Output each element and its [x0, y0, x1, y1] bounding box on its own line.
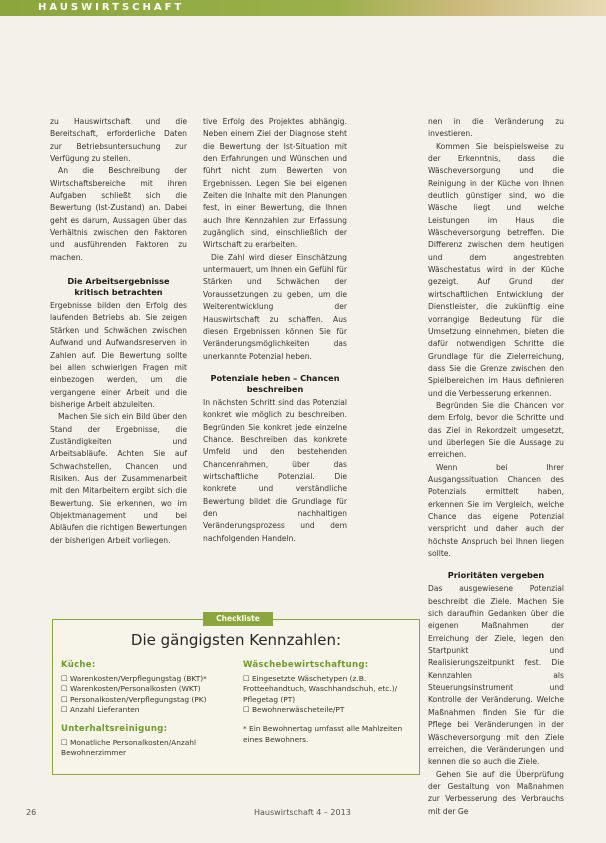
paragraph: Wenn bei Ihrer Ausgangssituation Chancen des Potenzials ermittelt haben, erkennen Sie im Vergleich, welche Chance das eigene Potenzial verspricht und daher auch der höchste Anspruch bei Ihnen liegen sollte. — [428, 462, 564, 559]
subheading-line: Die Arbeitsergebnisse — [67, 276, 170, 287]
paragraph: Machen Sie sich ein Bild über den Stand der Ergebnisse, die Zuständigkeiten und Arbeitsabläufe. Achten Sie auf Schwachstellen, Chancen und Risiken. Aus der Zusammenarbeit mit den Mitarbeitern ergibt sich die Bewertung. Sie erkennen, wo im Objektmanagement und bei Abläufen die richtigen Bewertungen der bisherigen Arbeit vorliegen. — [50, 412, 187, 545]
paragraph: In nächsten Schritt sind das Potenzial konkret wie möglich zu beschreiben. Begründen Sie konkret jede einzelne Chance. Beschreiben das konkrete Umfeld und den bestehenden Chancenrahmen, über das wirtschaftliche Potenzial. Die konkrete und verständliche Bewertung bildet die Grundlage für den nachhaltigen Veränderungsprozess und dem nachfolgenden Handeln. — [203, 397, 347, 543]
subheading — [50, 276, 187, 298]
paragraph: Die Zahl wird dieser Einschätzung untermauert, um Ihnen ein Gefühl für Stärken und Schwächen der Voraussetzungen zu geben, um die Weiterentwicklung der Hauswirtschaft zu schaffen. Aus diesen Ergebnissen können Sie für Veränderungsmöglichkeiten das unerkannte Potenzial heben. — [203, 252, 347, 361]
paragraph: Das ausgewiesene Potenzial beschreibt die Ziele. Machen Sie sich daraufhin Gedanken über die eigenen Maßnahmen der Erreichung der Ziele, legen den Startpunkt und Realisierungszeitpunkt fest. Die Kennzahlen als Steuerungsinstrument und Kontrolle der Veränderung. Welche Maßnahmen finden Sie für die Pflege bei Veränderungen in der Wäscheversorgung mit den Ziele erreichen, die Veränderungen und kennen die so auch die Ziele. — [428, 584, 564, 767]
paragraph: zu Hauswirtschaft und die Bereitschaft, erforderliche Daten zur Betriebsuntersuchung zur Verfügung zu stellen. — [50, 117, 187, 164]
paragraph: Kommen Sie beispielsweise zu der Erkenntnis, dass die Wäscheversorgung und die Reinigung in der Küche von Ihnen deutlich günstiger sind, wo die Wäsche liegt und welche Leistungen im Haus die Wäscheversorgung betreffen. Die Differenz zwischen dem heutigen und dem angestrebten Wäschestatus wird in der Küche gezeigt. Auf Grund der wirtschaftlichen Entwicklung der Dienstleister, die zukünftig eine vorrangige Bedeutung für die Umsetzung einnehmen, bieten die dafür notwendigen Schritte die Grundlage für die Zielerreichung, dass Sie die Grenze zwischen den Spielbereichen im Haus definieren und die Verbesserung erkennen. — [428, 141, 564, 398]
magazine-footer: Hauswirtschaft 4 – 2013 — [254, 808, 351, 817]
checklist-item: ☐ Personalkosten/Verpflegungstag (PK) — [61, 694, 207, 704]
page-number: 26 — [26, 808, 37, 817]
checklist-title: Die gängigsten Kennzahlen: — [130, 631, 342, 649]
subheading-line: Potenziale heben – Chancen — [210, 372, 340, 383]
paragraph: Ergebnisse bilden den Erfolg des laufenden Betriebs ab. Sie zeigen Stärken und Schwächen zwischen Aufwand und Aufwandsreserven in Zahlen auf. Die Bewertung sollte bei allen schwierigen Fragen mit einbezogen werden, um die vergangene einer Arbeit und die bisherige Arbeit abzuleiten. — [50, 301, 187, 409]
checklist-item: ☐ Eingesetzte Wäschetypen (z.B. Frotteehandtuch, Waschhandschuh, etc.)/ Pflegetag (PT) — [243, 673, 398, 704]
checklist-box — [52, 614, 420, 775]
unterhalt-heading: Unterhaltsreinigung: — [61, 723, 168, 734]
paragraph: Begründen Sie die Chancen vor dem Erfolg, bevor die Schritte und das Ziel in Rekordzeit umgesetzt, und überlegen Sie die Aussage zu erreichen. — [428, 400, 564, 460]
checklist-item: ☐ Warenkosten/Personalkosten (WKT) — [61, 684, 201, 694]
text-column-1 — [50, 116, 187, 547]
checklist-tab: Checkliste — [203, 612, 273, 626]
subheading: Prioritäten vergeben — [447, 570, 545, 581]
checklist-item: ☐ Warenkosten/Verpflegungstag (BKT)* — [61, 673, 207, 683]
checklist-item: ☐ Anzahl Lieferanten — [61, 705, 140, 715]
paragraph: nen in die Veränderung zu investieren. — [428, 117, 564, 139]
checklist-item: ☐ Monatliche Personalkosten/Anzahl Bewohnerzimmer — [61, 737, 197, 758]
checklist-item: ☐ Bewohnerwäscheteile/PT — [243, 705, 345, 715]
subheading — [203, 373, 347, 395]
subheading-line: kritisch betrachten — [74, 287, 163, 298]
text-column-2 — [203, 116, 347, 545]
checklist-right-column — [243, 660, 413, 745]
paragraph: Gehen Sie auf die Überprüfung der Gestaltung von Maßnahmen zur Verbesserung des Verbrauchs mit der Ge — [428, 769, 564, 816]
kueche-heading: Küche: — [61, 660, 96, 670]
paragraph: tive Erfolg des Projektes abhängig. Neben einem Ziel der Diagnose steht die Bewertung der Ist-Situation mit den Erfahrungen und Wünschen und führt nicht zum Bewerten von Ergebnissen. Legen Sie bei eigenen Zeiten die Inhalte mit den Planungen fest, in einer Bewertung, die Ihnen auch Ihre Kennzahlen zur Erfassung zugänglich sind, einschließlich der Wirtschaft zu erarbeiten. — [203, 117, 347, 250]
text-column-3 — [428, 116, 564, 818]
paragraph: An die Beschreibung der Wirtschaftsbereiche mit ihren Aufgaben schließt sich die Bewertung (Ist-Zustand) an. Dabei geht es darum, Aussagen über das Verhältnis zwischen den Faktoren und ausführenden Faktoren zu machen. — [50, 166, 187, 262]
section-title: HAUSWIRTSCHAFT — [38, 2, 185, 13]
waesche-heading: Wäschebewirtschaftung: — [243, 660, 369, 670]
checklist-footnote: * Ein Bewohnertag umfasst alle Mahlzeiten eines Bewohners. — [243, 723, 403, 744]
subheading-line: beschreiben — [246, 383, 304, 394]
checklist-left-column — [61, 660, 229, 759]
header-bar — [0, 0, 606, 16]
